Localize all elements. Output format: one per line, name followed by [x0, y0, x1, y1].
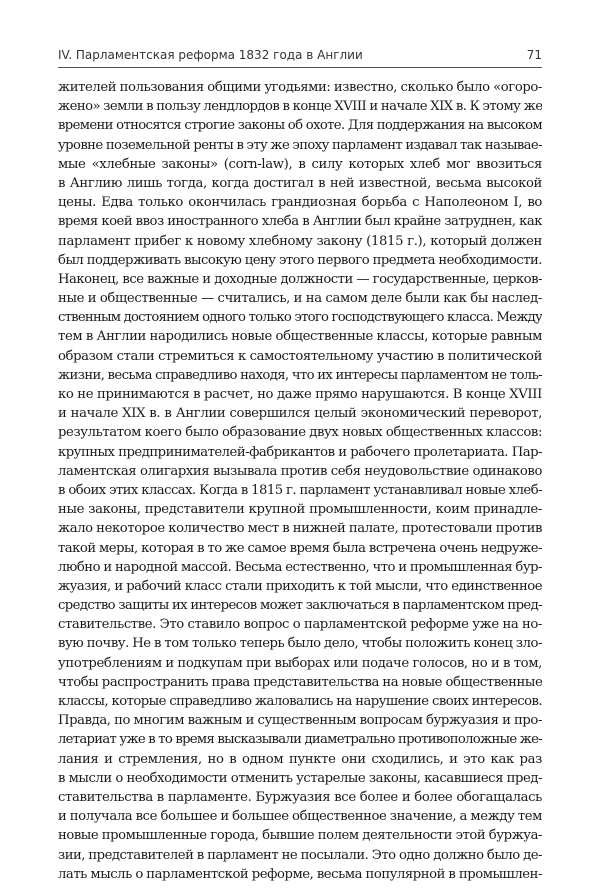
body-text [58, 78, 542, 884]
text-line: жено» земли в пользу лендлордов в конце XVIII и начале XIX в. К этому же [58, 99, 542, 115]
text-line: Правда, по многим важным и существенным вопросам буржуазия и про- [58, 713, 542, 729]
chapter-title: IV. Парламентская реформа 1832 года в Англии [58, 48, 363, 62]
text-line: Наконец, все важные и доходные должности — государственные, церков- [58, 271, 542, 287]
text-line: средство защиты их интересов может заключаться в парламентском пред- [58, 598, 542, 614]
text-line: ламентская олигархия вызывала против себя неудовольствие одинаково [58, 463, 542, 479]
text-line: вую почву. Не в том только теперь было дело, чтобы положить конец зло- [58, 636, 542, 652]
text-line: времени относятся строгие законы об охоте. Для поддержания на высоком [58, 118, 542, 134]
text-line: в мысли о необходимости отменить устарелые законы, касавшиеся пред- [58, 770, 542, 786]
text-line: тем в Англии народились новые общественные классы, которые равным [58, 329, 542, 345]
text-line: жало некоторое количество мест в нижней палате, протестовали против [58, 521, 542, 537]
text-line: уровне поземельной ренты в эту же эпоху парламент издавал так называе- [58, 137, 542, 153]
text-line: лания и стремления, но в одном пункте они сходились, и это как раз [58, 751, 542, 767]
text-line: мые «хлебные законы» (corn-law), в силу которых хлеб мог ввозиться [58, 156, 542, 172]
text-line: жуазия, и рабочий класс стали приходить к той мысли, что единственное [58, 578, 542, 594]
text-line: крупных предпринимателей-фабрикантов и рабочего пролетариата. Пар- [58, 444, 542, 460]
text-line: в Англию лишь тогда, когда достигал в ней известной, весьма высокой [58, 175, 542, 191]
text-line: ные законы, представители крупной промышленности, коим принадле- [58, 502, 542, 518]
running-header [58, 44, 542, 66]
text-line: образом стали стремиться к самостоятельному участию в политической [58, 348, 542, 364]
text-line: ные и общественные — считались, и на самом деле были как бы наслед- [58, 291, 542, 307]
text-line: такой меры, которая в то же самое время была встречена очень недруже- [58, 540, 542, 556]
text-line: жизни, весьма справедливо находя, что их интересы парламентом не толь- [58, 367, 542, 383]
text-line: классы, которые справедливо жаловались на нарушение своих интересов. [58, 694, 542, 709]
text-line: употреблениям и подкупам при выборах или подаче голосов, но и в том, [58, 655, 542, 671]
text-line: ко не принимаются в расчет, но даже прямо нарушаются. В конце XVIII [58, 387, 542, 402]
text-line: чтобы распространить права представительства на новые общественные [58, 674, 542, 690]
text-line: в обоих этих классах. Когда в 1815 г. парламент устанавливал новые хлеб- [58, 482, 542, 498]
text-line: зии, представителей в парламент не посылали. Это одно должно было де- [58, 847, 542, 863]
text-line: парламент прибег к новому хлебному закону (1815 г.), который должен [58, 233, 542, 249]
text-line: и начале XIX в. в Англии совершился целый экономический переворот, [58, 406, 542, 422]
text-line: цены. Едва только окончилась грандиозная борьба с Наполеоном I, во [58, 195, 542, 211]
text-line: ставительстве. Это ставило вопрос о парламентской реформе уже на но- [58, 617, 542, 633]
text-line: летариат уже в то время высказывали диаметрально противоположные же- [58, 732, 542, 748]
text-line: лать мысль о парламентской реформе, весьма популярной в промышлен- [58, 866, 542, 882]
text-line: был поддерживать высокую цену этого первого предмета необходимости. [58, 252, 542, 268]
text-line: и получала все большее и большее общественное значение, а между тем [58, 809, 542, 825]
page-number: 71 [526, 48, 542, 62]
text-line: результатом коего было образование двух новых общественных классов: [58, 425, 542, 441]
text-line: ственным достоянием одного только этого господствующего класса. Между [58, 310, 542, 326]
text-line: ставительства в парламенте. Буржуазия все более и более обогащалась [58, 789, 542, 805]
text-line: жителей пользования общими угодьями: известно, сколько было «огоро- [58, 80, 542, 95]
text-line: любно и народной массой. Весьма естественно, что и промышленная бур- [58, 559, 542, 575]
header-divider [58, 67, 542, 68]
text-line: новые промышленные города, бывшие полем деятельности этой буржуа- [58, 828, 542, 844]
text-line: время коей ввоз иностранного хлеба в Англии был крайне затруднен, как [58, 214, 542, 230]
